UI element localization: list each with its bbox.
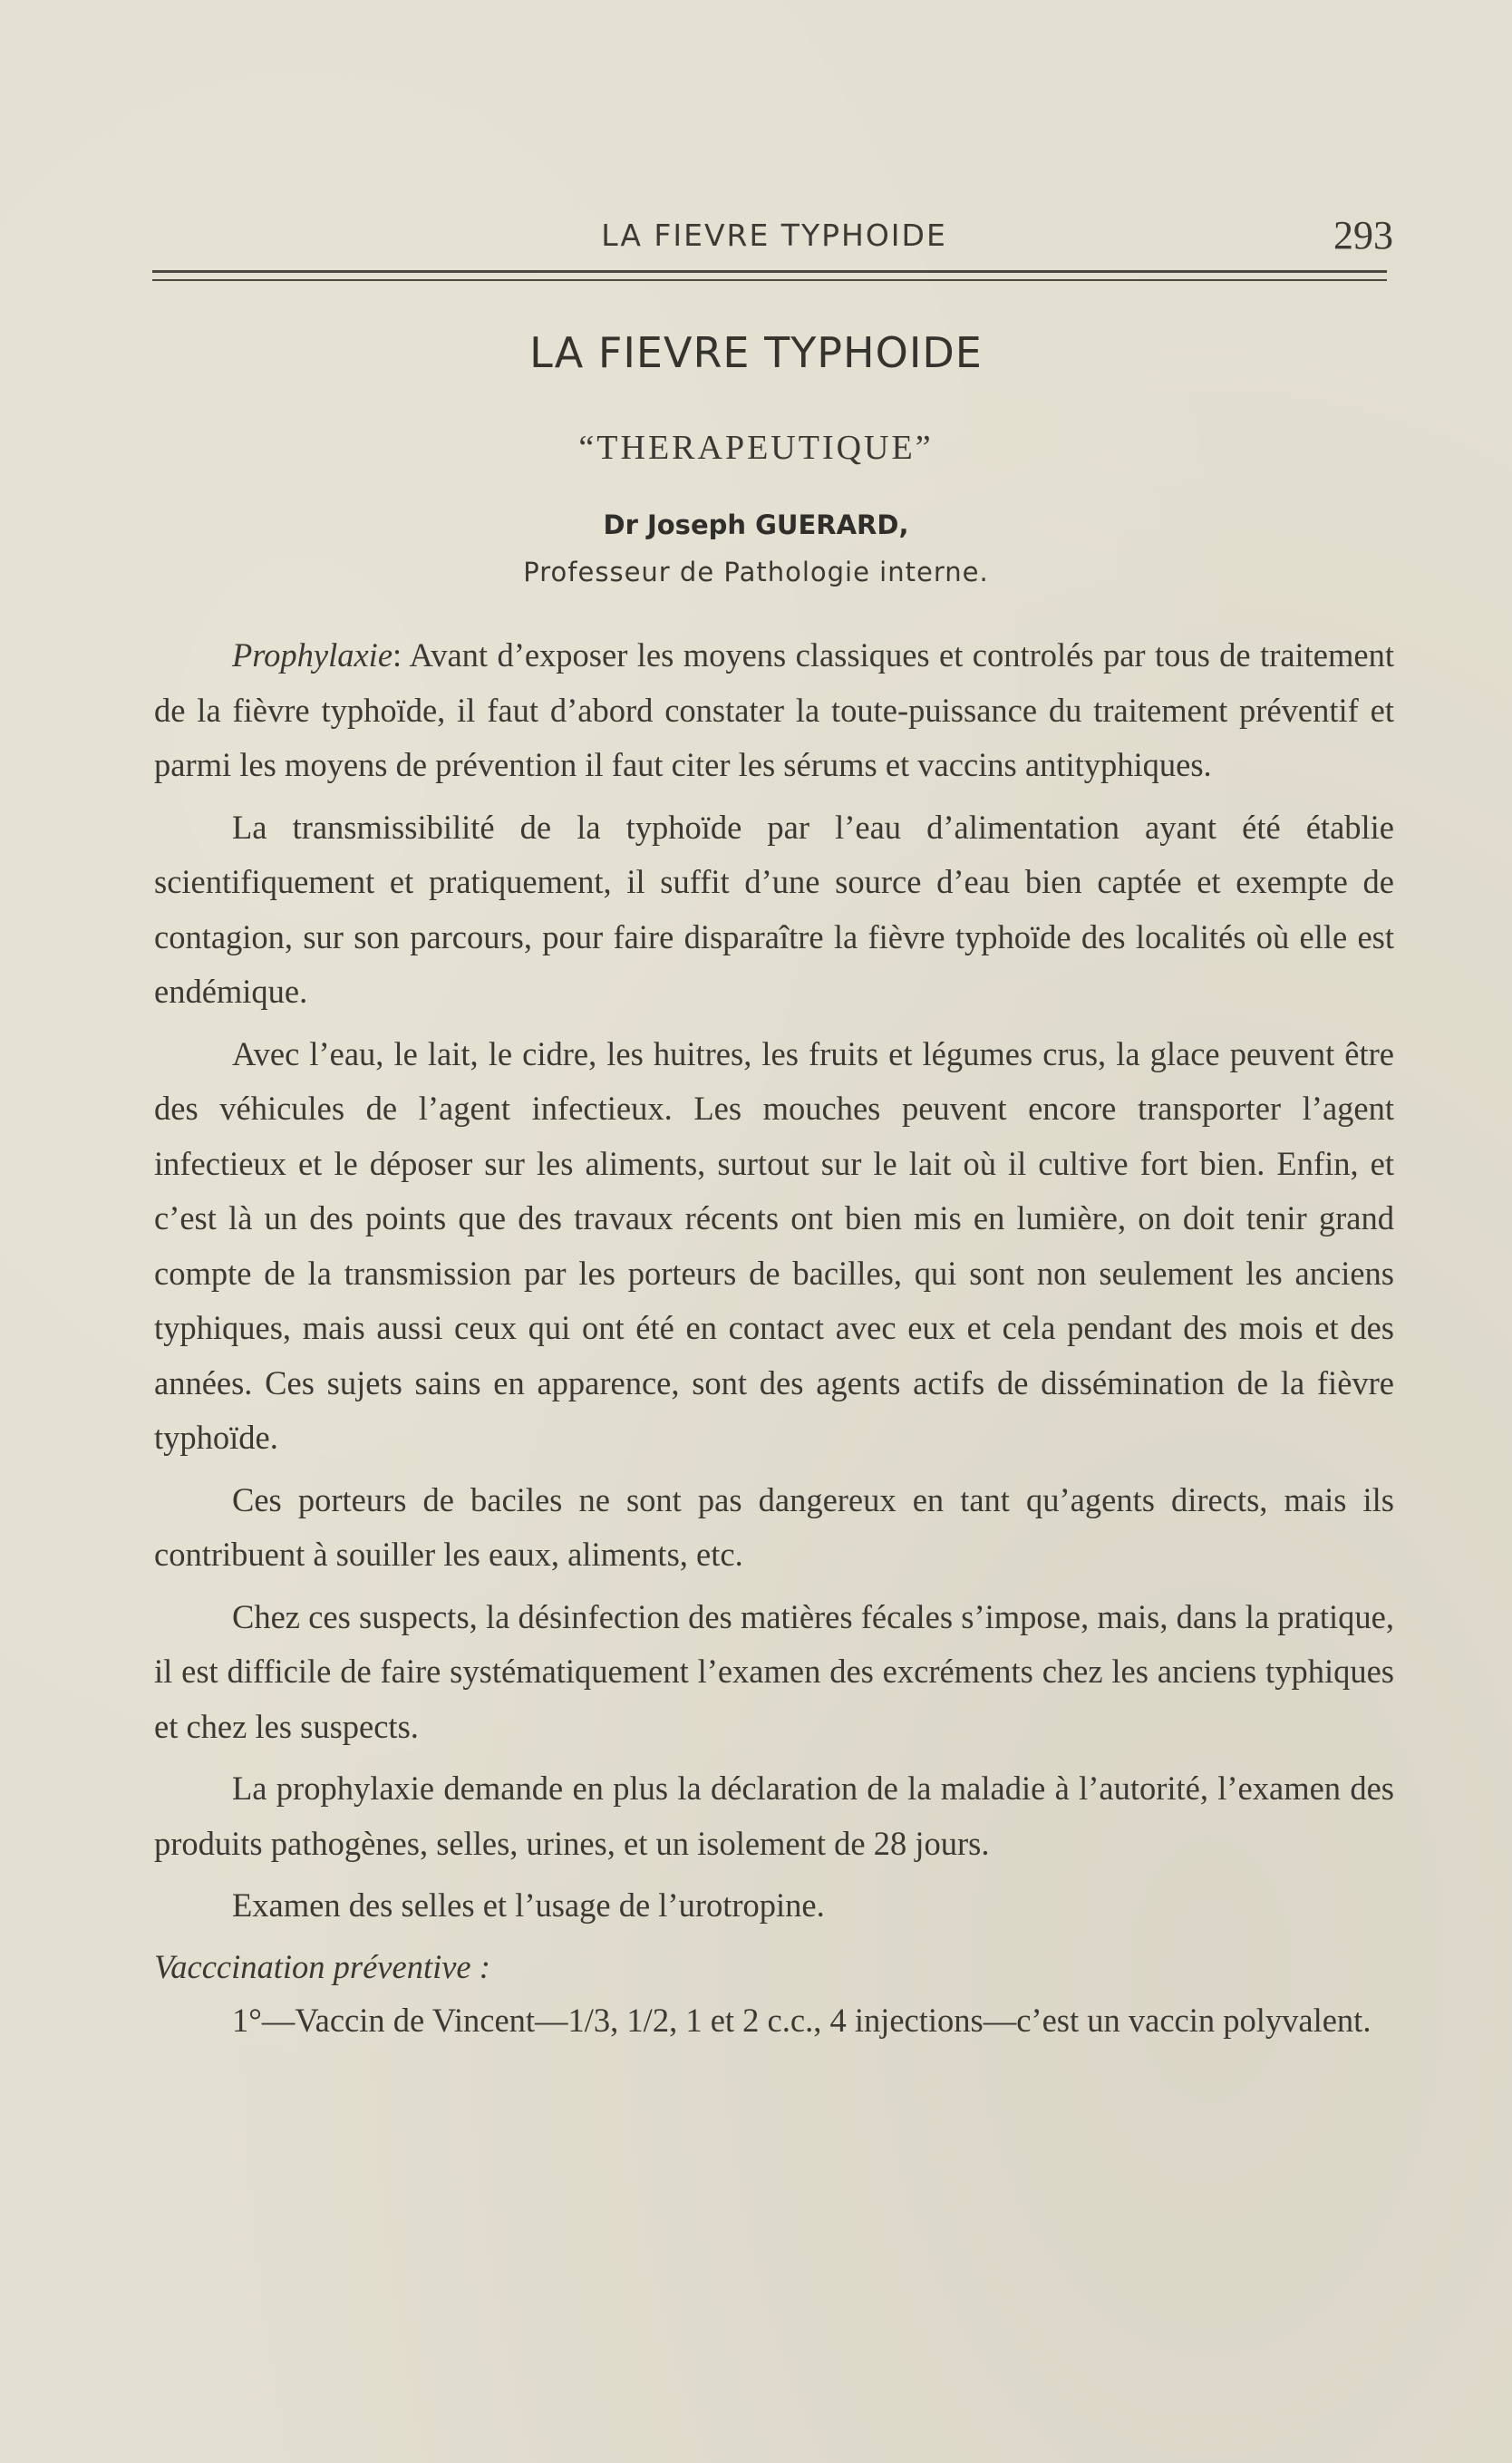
author-affiliation: Professeur de Pathologie interne.	[523, 557, 989, 587]
vaccination-heading: Vacccination préventive :	[154, 1947, 490, 1985]
running-title: LA FIEVRE TYPHOIDE	[601, 218, 947, 253]
paragraph-text: : Avant d’exposer les moyens classiques et controlés par tous de traitement de la fièvre typhoïde, il faut d’abord constater la toute-puissance du traitement préventif et parmi les moyens de prévention il faut citer les sérums et vaccins antityphiques.	[154, 636, 1394, 783]
author-name: Dr Joseph GUERARD,	[603, 509, 909, 540]
article-body	[154, 628, 1394, 2055]
header-rule-thick	[152, 270, 1387, 273]
running-header	[152, 210, 1396, 261]
page-number: 293	[1333, 213, 1393, 257]
paragraph-declaration: La prophylaxie demande en plus la déclaration de la maladie à l’autorité, l’examen des produits pathogènes, selles, urines, et un isolement de 28 jours.	[154, 1770, 1394, 1862]
paragraph-vaccin-vincent: 1°—Vaccin de Vincent—1/3, 1/2, 1 et 2 c.c., 4 injections—c’est un vaccin polyvalent.	[232, 2001, 1371, 2039]
paragraph-desinfection: Chez ces suspects, la désinfection des matières fécales s’impose, mais, dans la pratique, il est difficile de faire systématiquement l’examen des excréments chez les anciens typhiques et chez les suspects.	[154, 1597, 1394, 1745]
paragraph-transmissibilite: La transmissibilité de la typhoïde par l’eau d’alimentation ayant été établie scientifiquement et pratiquement, il suffit d’une source d’eau bien captée et exempte de contagion, sur son parcours, pour faire disparaître la fièvre typhoïde des localités où elle est endémique.	[154, 808, 1394, 1010]
paragraph-vehicules: Avec l’eau, le lait, le cidre, les huitres, les fruits et légumes crus, la glace peuvent être des véhicules de l’agent infectieux. Les mouches peuvent encore transporter l’agent infectieux et le déposer sur les aliments, surtout sur le lait où il cultive fort bien. Enfin, et c’est là un des points que des travaux récents ont bien mis en lumière, on doit tenir grand compte de la transmission par les porteurs de bacilles, qui sont non seulement les anciens typhiques, mais aussi ceux qui ont été en contact avec eux et cela pendant des mois et des années. Ces sujets sains en apparence, sont des agents actifs de dissémination de la fièvre typhoïde.	[154, 1034, 1394, 1456]
paragraph-prophylaxie	[154, 628, 1394, 793]
article-title: LA FIEVRE TYPHOIDE	[529, 328, 983, 377]
paragraph-porteurs: Ces porteurs de baciles ne sont pas dangereux en tant qu’agents directs, mais ils contribuent à souiller les eaux, aliments, etc.	[154, 1480, 1394, 1573]
paragraph-examen-selles: Examen des selles et l’usage de l’urotropine.	[232, 1886, 825, 1924]
header-rule-thin	[152, 279, 1387, 281]
article-subtitle: “THERAPEUTIQUE”	[578, 429, 934, 467]
section-lead-prophylaxie: Prophylaxie	[232, 636, 393, 674]
